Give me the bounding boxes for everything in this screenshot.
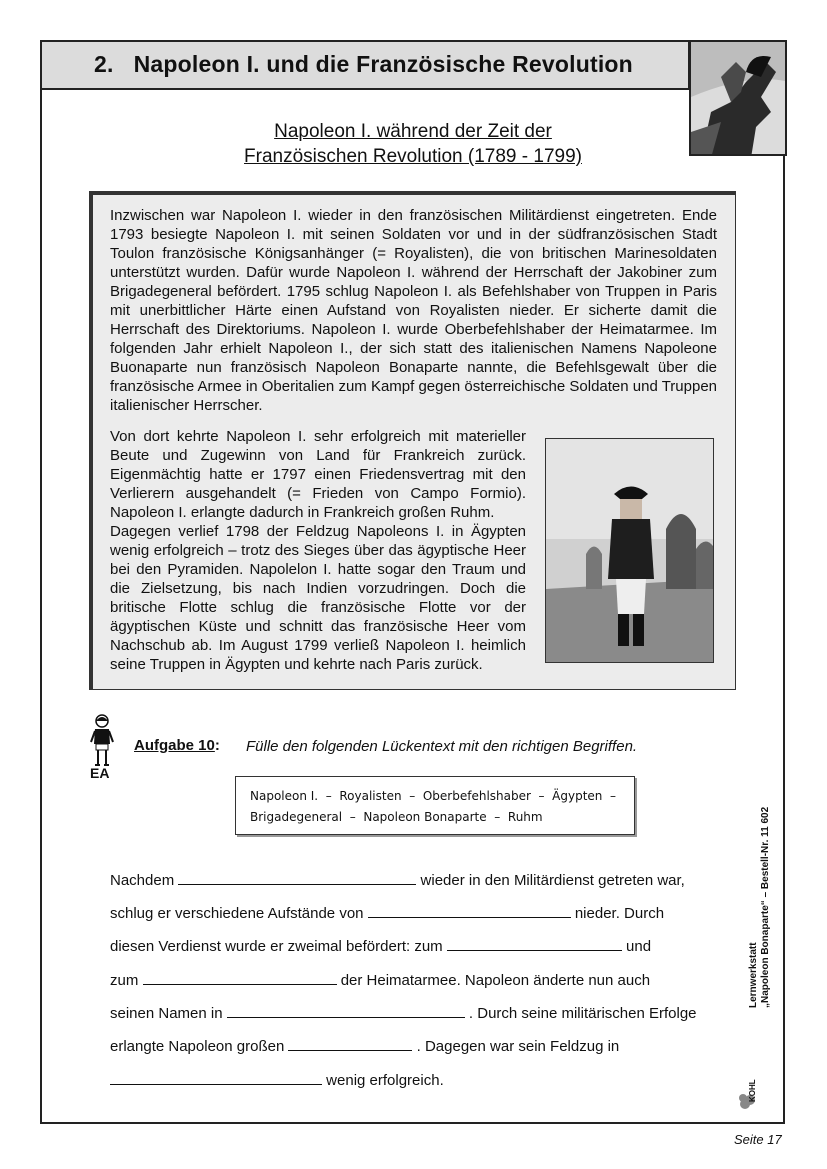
napoleon-horse-image (689, 40, 787, 156)
publisher-side-info (748, 768, 788, 1008)
cloze-text: erlangte Napoleon großen (110, 1038, 285, 1055)
cloze-blank-7[interactable] (110, 1070, 322, 1085)
cloze-blank-4[interactable] (143, 970, 337, 985)
cloze-line-5 (110, 1003, 730, 1022)
chapter-header (40, 40, 690, 90)
cloze-text: schlug er verschiedene Aufstände von (110, 905, 364, 922)
cloze-line-7 (110, 1070, 730, 1089)
cloze-line-1 (110, 870, 730, 889)
chapter-title-text: Napoleon I. und die Französische Revolution (133, 51, 633, 77)
student-figure-icon (89, 712, 115, 767)
cloze-text: . Durch seine militärischen Erfolge (468, 1005, 697, 1022)
cloze-blank-6[interactable] (288, 1036, 412, 1051)
cloze-blank-3[interactable] (447, 936, 622, 951)
cloze-text: zum (110, 972, 139, 989)
section-subtitle (150, 119, 676, 169)
side-line-1: Lernwerkstatt (748, 942, 759, 1008)
info-paragraph-2a: Von dort kehrte Napoleon I. sehr erfolgreich mit materieller Beute und Zugewinn von Land für Frankreich zurück. Eigenmächtig hatte er 1797 einen Friedensvertrag mit den Verlierern ausgehandelt (= Frieden von Campo Formio). Napoleon I. erlangte dadurch in Frankreich großen Ruhm. (110, 428, 526, 521)
publisher-logo (737, 1062, 767, 1112)
cloze-line-3 (110, 936, 730, 955)
cloze-text: . Dagegen war sein Feldzug in (416, 1038, 620, 1055)
cloze-blank-1[interactable] (178, 870, 416, 885)
task-instruction: Fülle den folgenden Lückentext mit den richtigen Begriffen. (246, 738, 638, 755)
cloze-line-6 (110, 1036, 730, 1055)
page-number: Seite 17 (734, 1132, 782, 1147)
cloze-blank-2[interactable] (368, 903, 571, 918)
work-mode-label: EA (90, 765, 110, 781)
cloze-line-4 (110, 970, 730, 989)
side-line-2: „Napoleon Bonaparte“ – Bestell-Nr. 11 602 (760, 806, 771, 1008)
subtitle-line-1: Napoleon I. während der Zeit der (274, 121, 552, 142)
cloze-text: diesen Verdienst wurde er zweimal befördert: zum (110, 938, 443, 955)
cloze-text: seinen Namen in (110, 1005, 223, 1022)
cloze-line-2 (110, 903, 730, 922)
info-paragraph-2 (110, 427, 526, 674)
task-colon: : (214, 737, 220, 754)
task-number: Aufgabe 10 (134, 737, 215, 754)
word-bank-line-1: Napoleon I. – Royalisten – Oberbefehlshaber – Ägypten – (250, 789, 617, 803)
word-bank-box (235, 776, 635, 835)
chapter-number: 2. (94, 51, 114, 77)
chapter-title (94, 51, 633, 78)
cloze-text: wieder in den Militärdienst getreten war, (420, 872, 685, 889)
cloze-blank-5[interactable] (227, 1003, 465, 1018)
word-bank-line-2: Brigadegeneral – Napoleon Bonaparte – Ruhm (250, 810, 543, 824)
info-paragraph-2b: Dagegen verlief 1798 der Feldzug Napoleons I. in Ägypten wenig erfolgreich – trotz des Sieges über das ägyptische Heer bei den Pyramiden. Napolelon I. hatte sogar den Traum und die Zielsetzung, bis nach Indien vorzudringen. Doch die britische Flotte schlug die französische Flotte vor der ägyptischen Küste und schnitt das französische Heer vom Nachschub ab. Im August 1799 verließ Napoleon I. heimlich seine Truppen in Ägypten und kehrte nach Paris zurück. (110, 523, 526, 673)
cloze-text: und (626, 938, 652, 955)
task-label (134, 737, 220, 754)
publisher-name: KOHL (748, 1079, 757, 1102)
cloze-text: nieder. Durch (574, 905, 665, 922)
cloze-text: Nachdem (110, 872, 175, 889)
info-paragraph-1: Inzwischen war Napoleon I. wieder in den französischen Militärdienst eingetreten. Ende 1793 besiegte Napoleon I. mit seinen Soldaten vor und in der südfranzösischen Stadt Toulon französische Königsanhänger (= Royalisten), die von britischen Marinesoldaten unterstützt wurden. Dafür wurde Napoleon I. während der Herrschaft der Jakobiner zum Brigadegeneral befördert. 1795 schlug Napoleon I. als Befehlshaber von Truppen in Paris mit unerbittlicher Härte einen Aufstand von Royalisten nieder. Er sicherte damit die Herrschaft des Direktoriums. Napoleon I. wurde Oberbefehlshaber der Heimatarmee. Im folgenden Jahr erhielt Napoleon I., der sich statt des italienischen Namens Napoleone Buonaparte nun französisch Napoleon Bonaparte nannte, die Befehlsgewalt über die französische Armee in Oberitalien zum Kampf gegen österreichische Soldaten und Truppen italienischer Herrscher. (110, 207, 718, 414)
subtitle-line-2: Französischen Revolution (1789 - 1799) (244, 146, 582, 167)
napoleon-egypt-image (545, 438, 714, 663)
cloze-text: der Heimatarmee. Napoleon änderte nun auch (340, 972, 651, 989)
cloze-text: wenig erfolgreich. (326, 1072, 444, 1089)
